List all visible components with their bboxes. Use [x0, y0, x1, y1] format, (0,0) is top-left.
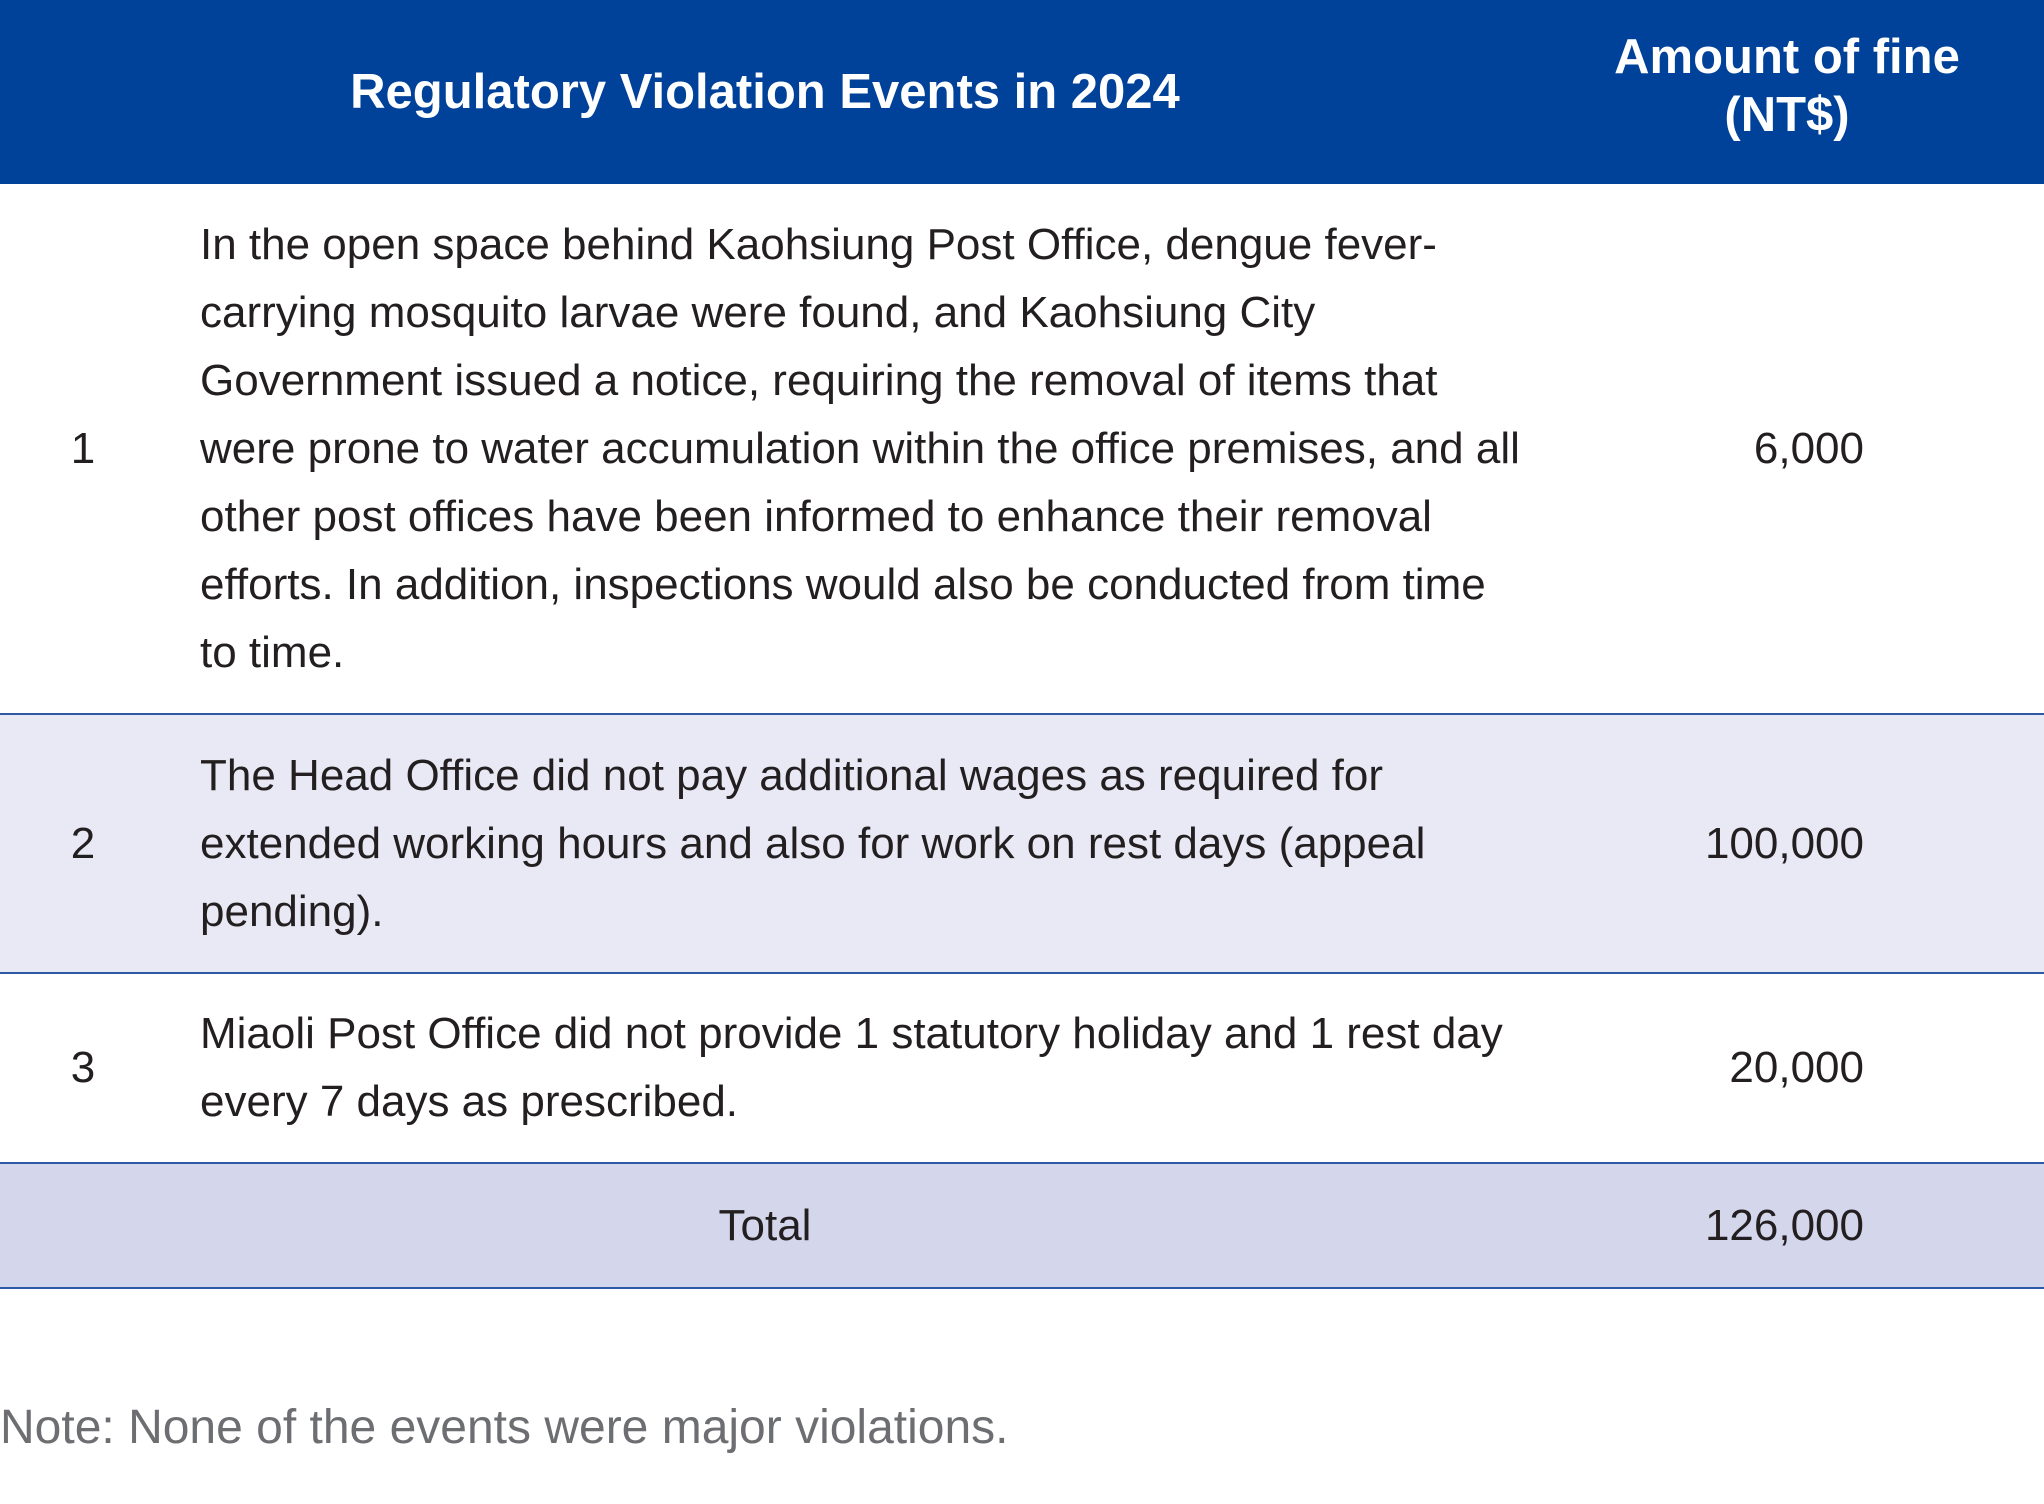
header-amount-line1: Amount of fine [1614, 30, 1960, 84]
total-label: Total [718, 1200, 812, 1250]
header-amount-line2: (NT$) [1724, 88, 1850, 142]
table-row [0, 974, 2044, 1164]
table-row [0, 184, 2044, 715]
row-amount: 20,000 [1729, 1043, 1864, 1092]
row-number: 1 [70, 423, 96, 473]
row-amount: 100,000 [1704, 818, 1864, 868]
total-amount: 126,000 [1704, 1200, 1864, 1250]
row-amount: 6,000 [1753, 423, 1864, 473]
row-description-text: Miaoli Post Office did not provide 1 statutory holiday and 1 rest day every 7 days as prescribed. [200, 1009, 1503, 1126]
header-title: Regulatory Violation Events in 2024 [350, 65, 1180, 119]
row-number: 3 [70, 1043, 96, 1092]
table-header [0, 0, 2044, 184]
footnote: Note: None of the events were major violations. [0, 1401, 1009, 1454]
total-row [0, 1164, 2044, 1289]
row-number: 2 [70, 818, 96, 868]
header-amount [1530, 28, 2044, 144]
row-description [200, 974, 1530, 1162]
row-description [200, 715, 1530, 972]
row-description-text: The Head Office did not pay additional wages as required for extended working hours and also for work on rest days (appeal pending). [200, 750, 1426, 936]
row-description [200, 184, 1530, 713]
row-description-text: In the open space behind Kaohsiung Post Office, dengue fever-carrying mosquito larvae were found, and Kaohsiung City Government issued a notice, requiring the removal of items that were prone to water accumulation within the office premises, and all other post offices have been informed to enhance their removal efforts. In addition, inspections would also be conducted from time to time. [200, 219, 1520, 677]
table-row [0, 715, 2044, 974]
